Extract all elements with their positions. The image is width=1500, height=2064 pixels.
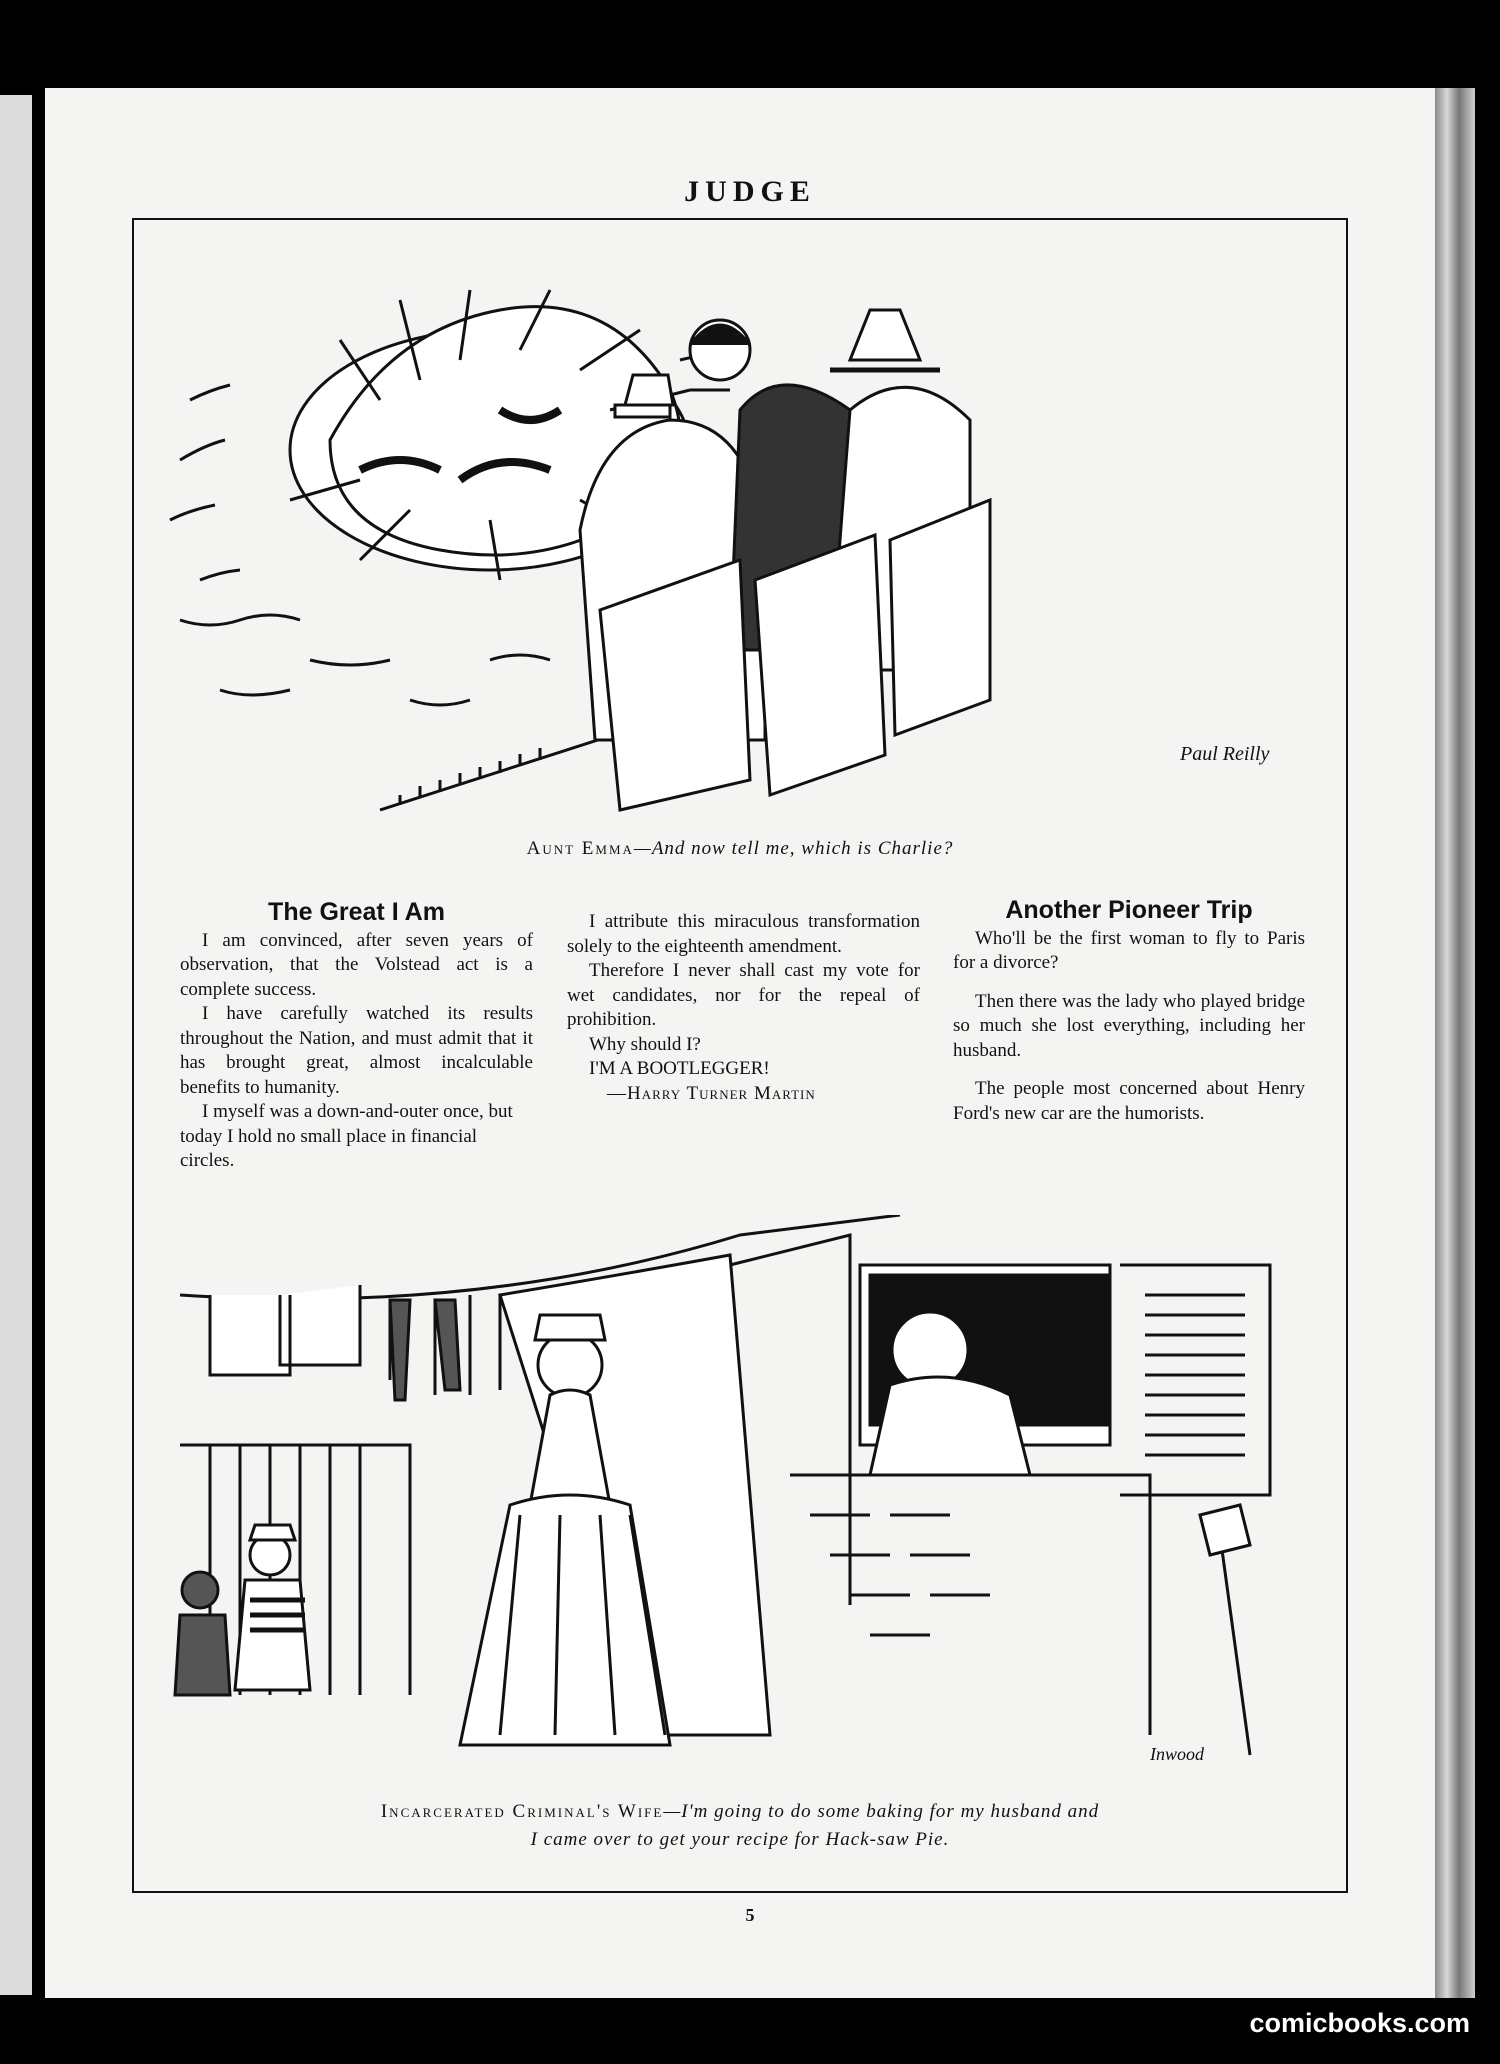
previous-page-edge	[0, 95, 32, 1995]
artist-signature-inwood: Inwood	[1150, 1744, 1204, 1764]
article2-column	[953, 898, 1305, 1126]
cartoon1-caption	[132, 838, 1348, 860]
article2-paragraph: The people most concerned about Henry Ford's new car are the humorists.	[953, 1078, 1305, 1124]
cartoon2-caption-line2	[132, 1826, 1348, 1854]
hacksaw-pie-cartoon	[170, 1215, 1320, 1775]
article1-title: The Great I Am	[268, 898, 445, 926]
article1-paragraph: I am convinced, after seven years of observation, that the Volstead act is a complete success.	[180, 929, 533, 1000]
article1-paragraph: I have carefully watched its results throughout the Nation, and must admit that it has brought great, almost incalculable benefits to humanity.	[180, 1003, 533, 1098]
cartoon2-caption-text1: —I'm going to do some baking for my husband and	[663, 1801, 1100, 1822]
article1-column1	[180, 900, 533, 1174]
article1-paragraph: I myself was a down-and-outer once, but today I hold no small place in financial circles.	[180, 1101, 513, 1171]
article2-title: Another Pioneer Trip	[1005, 896, 1253, 924]
artist-signature-reilly: Paul Reilly	[1180, 743, 1270, 765]
book-spine	[1435, 88, 1475, 1998]
article1-paragraph: Why should I?	[589, 1033, 701, 1055]
article1-byline: —Harry Turner Martin	[607, 1082, 816, 1104]
article2-paragraph: Who'll be the first woman to fly to Paris for a divorce?	[953, 927, 1305, 973]
article1-paragraph: Therefore I never shall cast my vote for wet candidates, nor for the repeal of prohibition.	[567, 960, 920, 1030]
cartoon2-caption	[132, 1798, 1348, 1854]
cartoon2-caption-name: Incarcerated Criminal's Wife	[380, 1801, 664, 1822]
cartoon2-caption-text2: I came over to get your recipe for Hack-saw Pie.	[530, 1829, 950, 1850]
cartoon1-caption-name: Aunt Emma	[526, 838, 634, 859]
article1-paragraph: I attribute this miraculous transformation solely to the eighteenth amendment.	[567, 911, 920, 957]
hacksaw-pie-illustration	[170, 1215, 1320, 1775]
football-pileup-cartoon	[160, 240, 1320, 815]
cartoon2-caption-line1	[132, 1798, 1348, 1826]
masthead: JUDGE	[684, 175, 816, 208]
watermark: comicbooks.com	[1249, 2008, 1470, 2038]
page-number: 5	[745, 1905, 755, 1925]
article2-paragraph: Then there was the lady who played bridge so much she lost everything, including her husband.	[953, 990, 1305, 1061]
article1-column2	[567, 910, 920, 1106]
article1-paragraph: I'M A BOOTLEGGER!	[589, 1058, 770, 1079]
football-pileup-illustration	[160, 240, 1320, 815]
cartoon1-caption-text: —And now tell me, which is Charlie?	[633, 838, 954, 859]
